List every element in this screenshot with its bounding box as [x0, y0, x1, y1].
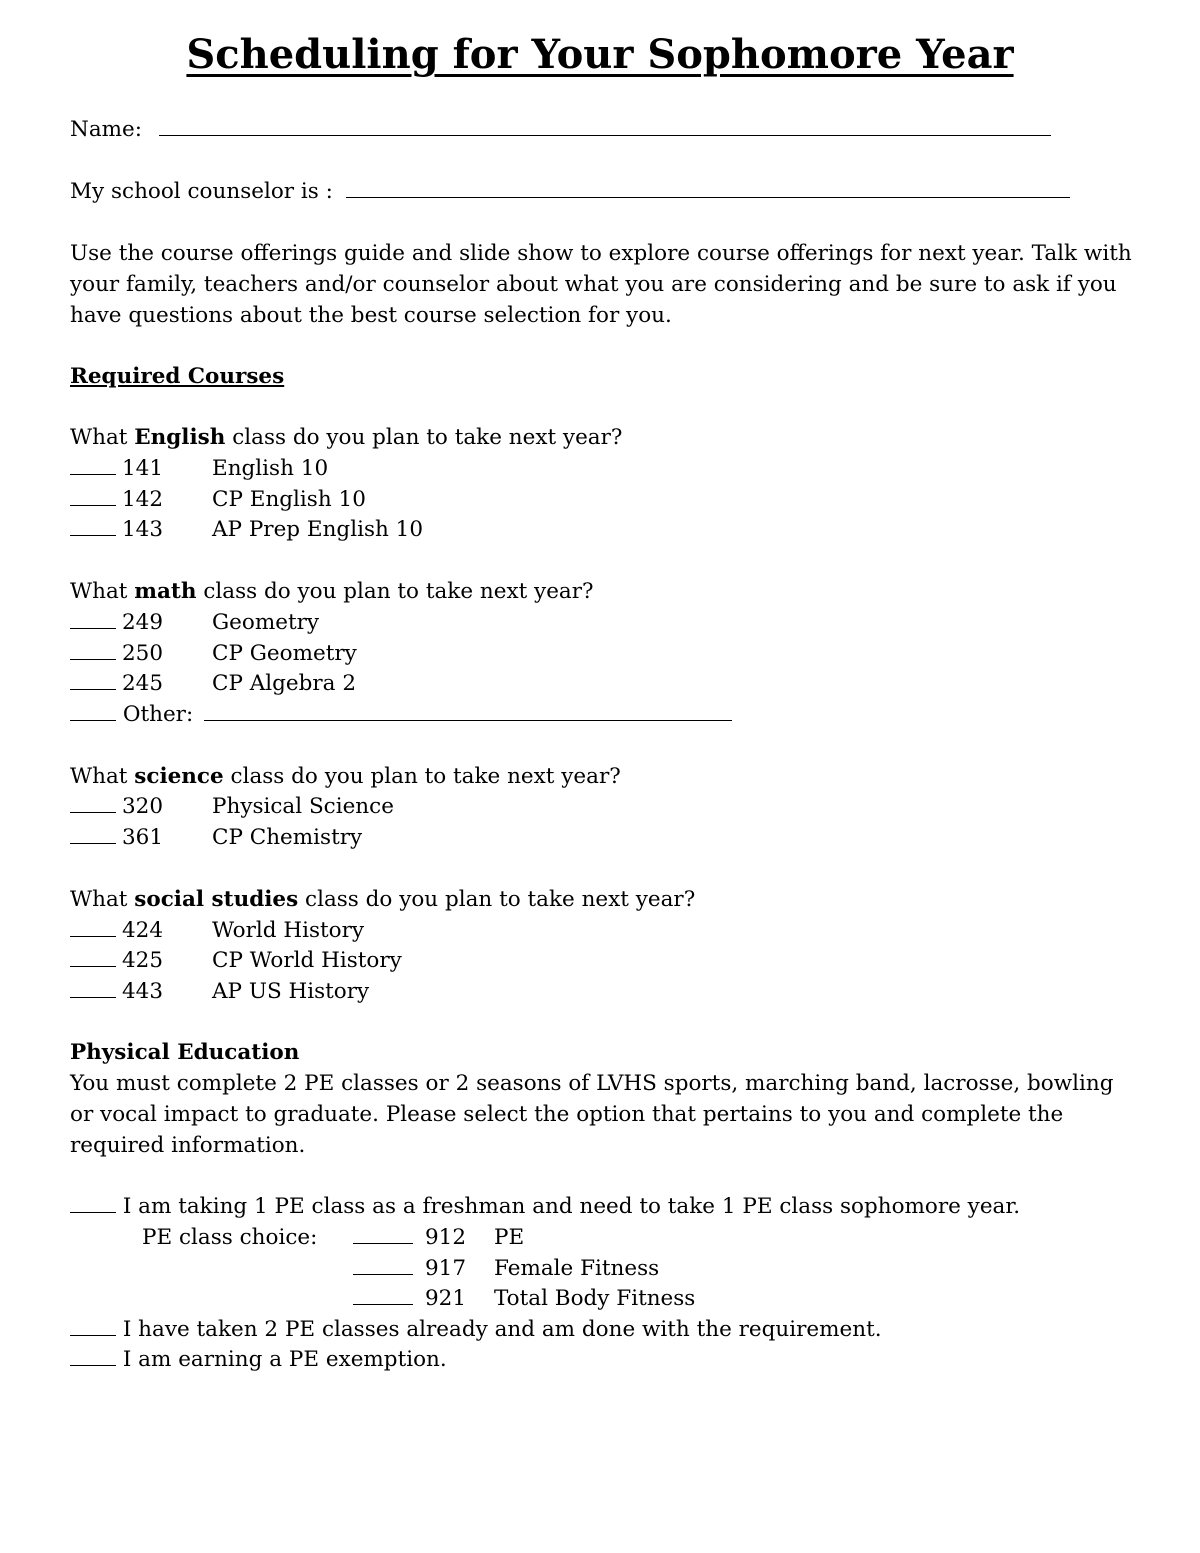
pe-option-one-checkbox[interactable]: [70, 1194, 116, 1213]
pe-option-one-text: I am taking 1 PE class as a freshman and need to take 1 PE class sophomore year.: [122, 1194, 1021, 1219]
social-option-443: 443 AP US History: [70, 977, 116, 1007]
math-option-249: 249 Geometry: [70, 608, 116, 638]
pe-option-three-checkbox[interactable]: [70, 1347, 116, 1366]
math-other-field[interactable]: [204, 702, 732, 721]
science-option-320: 320 Physical Science: [70, 792, 116, 822]
english-keyword: English: [134, 425, 226, 450]
pe-heading: Physical Education: [70, 1040, 300, 1065]
counselor-label: My school counselor is :: [70, 179, 333, 204]
math-option-245: 245 CP Algebra 2: [70, 669, 116, 699]
pe-option-three-row: [70, 1345, 447, 1375]
name-field[interactable]: [159, 117, 1051, 136]
pe-choice-checkbox[interactable]: [353, 1286, 413, 1305]
math-option-checkbox[interactable]: [70, 610, 116, 629]
page-title: Scheduling for Your Sophomore Year: [186, 31, 1014, 78]
science-option-checkbox[interactable]: [70, 794, 116, 813]
social-option-424: 424 World History: [70, 916, 116, 946]
math-other-label: Other:: [122, 702, 194, 727]
math-question: What math class do you plan to take next year?: [70, 579, 594, 604]
math-keyword: math: [134, 579, 197, 604]
math-option-250: 250 CP Geometry: [70, 639, 116, 669]
science-question: What science class do you plan to take next year?: [70, 764, 621, 789]
pe-choice-921: 921 Total Body Fitness: [353, 1284, 413, 1314]
math-option-checkbox[interactable]: [70, 671, 116, 690]
social-option-checkbox[interactable]: [70, 948, 116, 967]
pe-option-three-text: I am earning a PE exemption.: [122, 1347, 447, 1372]
social-option-checkbox[interactable]: [70, 979, 116, 998]
english-option-143: 143 AP Prep English 10: [70, 515, 116, 545]
science-option-361: 361 CP Chemistry: [70, 823, 116, 853]
math-other-row: [70, 700, 732, 730]
pe-intro: You must complete 2 PE classes or 2 seasons of LVHS sports, marching band, lacrosse, bowling or vocal impact to graduate. Please select the option that pertains to you and complete the required information.: [70, 1071, 1114, 1158]
social-option-425: 425 CP World History: [70, 946, 116, 976]
english-question: What English class do you plan to take next year?: [70, 425, 623, 450]
counselor-row: [70, 177, 1070, 207]
social-studies-question: What social studies class do you plan to take next year?: [70, 887, 696, 912]
pe-choice-912: 912 PE: [353, 1223, 413, 1253]
pe-choice-checkbox[interactable]: [353, 1256, 413, 1275]
pe-option-two-row: [70, 1315, 882, 1345]
english-option-checkbox[interactable]: [70, 487, 116, 506]
pe-option-two-checkbox[interactable]: [70, 1317, 116, 1336]
english-option-checkbox[interactable]: [70, 456, 116, 475]
math-other-checkbox[interactable]: [70, 702, 116, 721]
english-option-141: 141 English 10: [70, 454, 116, 484]
required-courses-heading: Required Courses: [70, 364, 285, 389]
science-option-checkbox[interactable]: [70, 825, 116, 844]
intro-paragraph: Use the course offerings guide and slide show to explore course offerings for next year. Talk with your family, teachers and/or counselor about what you are considering and be sure to ask if you have questions about the best course selection for you.: [70, 241, 1132, 328]
math-option-checkbox[interactable]: [70, 641, 116, 660]
social-studies-keyword: social studies: [134, 887, 299, 912]
social-option-checkbox[interactable]: [70, 918, 116, 937]
counselor-field[interactable]: [346, 179, 1070, 198]
pe-option-two-text: I have taken 2 PE classes already and am done with the requirement.: [122, 1317, 882, 1342]
science-keyword: science: [134, 764, 224, 789]
pe-choice-label: PE class choice:: [142, 1225, 318, 1250]
english-option-checkbox[interactable]: [70, 517, 116, 536]
english-option-142: 142 CP English 10: [70, 485, 116, 515]
pe-option-one-row: [70, 1192, 1020, 1222]
pe-choice-917: 917 Female Fitness: [353, 1254, 413, 1284]
pe-choice-checkbox[interactable]: [353, 1225, 413, 1244]
name-row: [70, 115, 1051, 145]
name-label: Name:: [70, 117, 142, 142]
